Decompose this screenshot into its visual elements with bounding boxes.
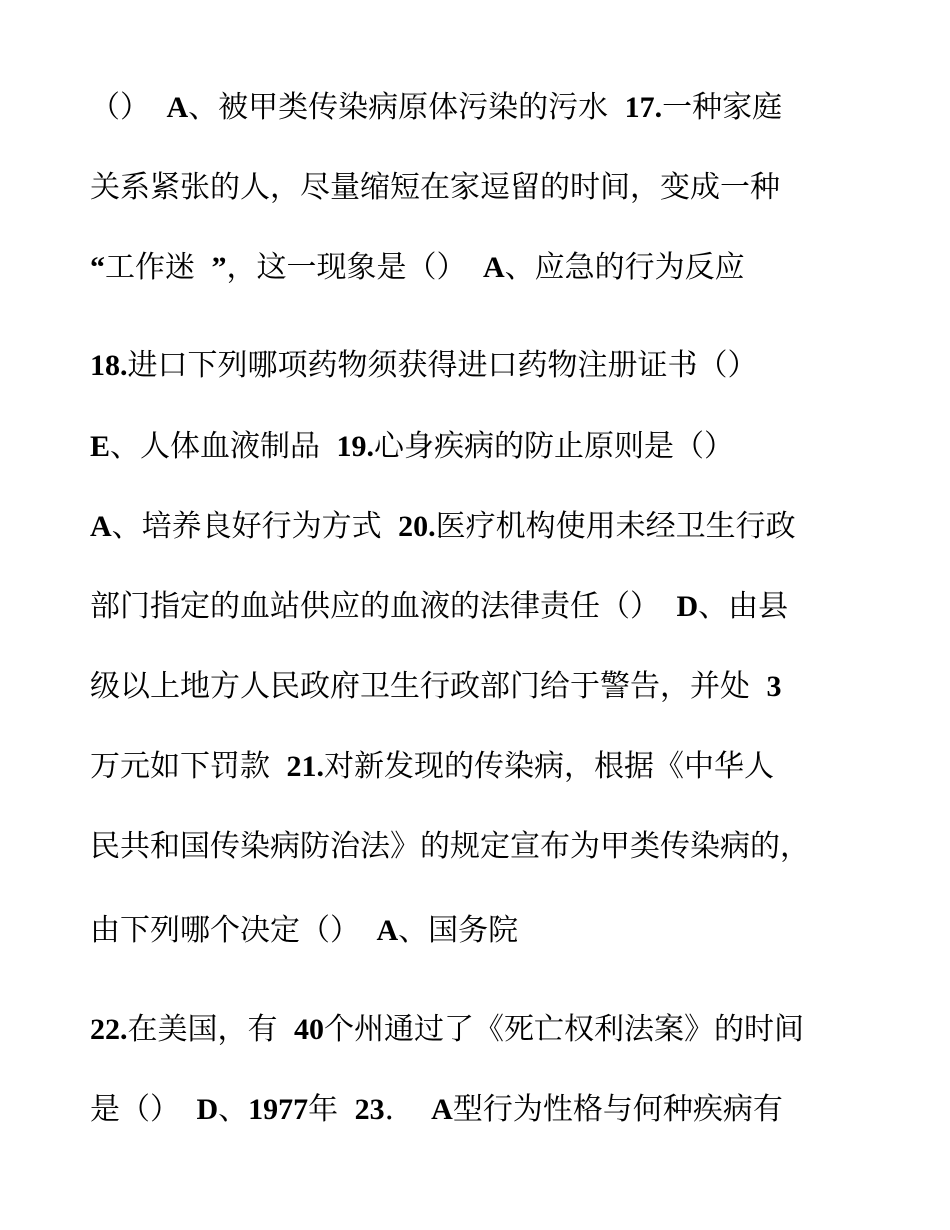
text-run: ，这一现象是（） — [226, 250, 467, 285]
text-run: 进口下列哪项药物须获得进口药物注册证书（） — [127, 348, 758, 383]
text-run: 在美国，有 — [127, 1012, 278, 1047]
text-line-12 — [90, 1010, 890, 1050]
text-run: 部门指定的血站供应的血液的法律责任（） — [90, 589, 660, 624]
text-run: 个州通过了《死亡权利法案》的时间 — [324, 1012, 804, 1047]
text-run: 万元如下罚款 — [90, 749, 270, 784]
text-run: 一种家庭 — [662, 90, 783, 125]
text-line-3 — [90, 248, 890, 288]
bold-text-run: “ — [90, 251, 105, 284]
bold-text-run: A — [90, 510, 112, 543]
bold-text-run: 40 — [294, 1013, 324, 1046]
text-line-9 — [90, 747, 890, 787]
text-run: 是（） — [90, 1092, 180, 1127]
bold-text-run: D — [196, 1093, 219, 1126]
text-run: 年 — [308, 1092, 339, 1127]
text-run: （） — [90, 90, 150, 125]
bold-text-run: 17. — [624, 91, 663, 124]
text-run: 、 — [218, 1092, 249, 1127]
text-run: 、国务院 — [398, 913, 519, 948]
text-run: 级以上地方人民政府卫生行政部门给于警告，并处 — [90, 669, 750, 704]
bold-text-run: A — [376, 914, 399, 947]
text-line-13 — [90, 1090, 890, 1130]
bold-text-run: 1977 — [248, 1093, 309, 1126]
bold-text-run: 21. — [286, 750, 324, 783]
bold-text-run: 23 — [354, 1093, 385, 1126]
text-line-1 — [90, 88, 890, 128]
text-line-10 — [90, 827, 890, 867]
bold-text-run: 3 — [766, 670, 782, 703]
bold-text-run: 20. — [398, 510, 436, 543]
text-run: 关系紧张的人，尽量缩短在家逗留的时间，变成一种 — [90, 170, 780, 205]
bold-text-run: 22. — [90, 1013, 128, 1046]
text-run: 心身疾病的防止原则是（） — [374, 429, 735, 464]
bold-text-run: E — [90, 430, 111, 463]
bold-text-run: A — [431, 1093, 453, 1126]
bold-text-run: ” — [211, 251, 227, 284]
text-run: 、应急的行为反应 — [504, 250, 745, 285]
text-line-7 — [90, 587, 890, 627]
text-line-8 — [90, 667, 890, 707]
bold-text-run: D — [676, 590, 699, 623]
text-line-6 — [90, 507, 890, 547]
text-run: 、由县 — [698, 589, 789, 624]
text-run: 、被甲类传染病原体污染的污水 — [188, 90, 609, 125]
text-line-2 — [90, 168, 890, 208]
bold-text-run: A — [166, 91, 189, 124]
text-line-5 — [90, 427, 890, 467]
text-run: 、人体血液制品 — [110, 429, 321, 464]
text-run: 民共和国传染病防治法》的规定宣布为甲类传染病的， — [90, 829, 810, 864]
bold-text-run: 18. — [90, 349, 128, 382]
bold-text-run: A — [483, 251, 505, 284]
text-run: 型行为性格与何种疾病有 — [452, 1092, 783, 1127]
text-line-4 — [90, 346, 890, 386]
text-run: 对新发现的传染病，根据《中华人 — [324, 749, 774, 784]
text-run: ． — [384, 1092, 415, 1127]
text-run: 、培养良好行为方式 — [111, 509, 382, 544]
text-run: 由下列哪个决定（） — [90, 913, 360, 948]
text-line-11 — [90, 911, 890, 951]
text-run: 工作迷 — [105, 250, 195, 285]
bold-text-run: 19. — [336, 430, 375, 463]
text-run: 医疗机构使用未经卫生行政 — [435, 509, 796, 544]
